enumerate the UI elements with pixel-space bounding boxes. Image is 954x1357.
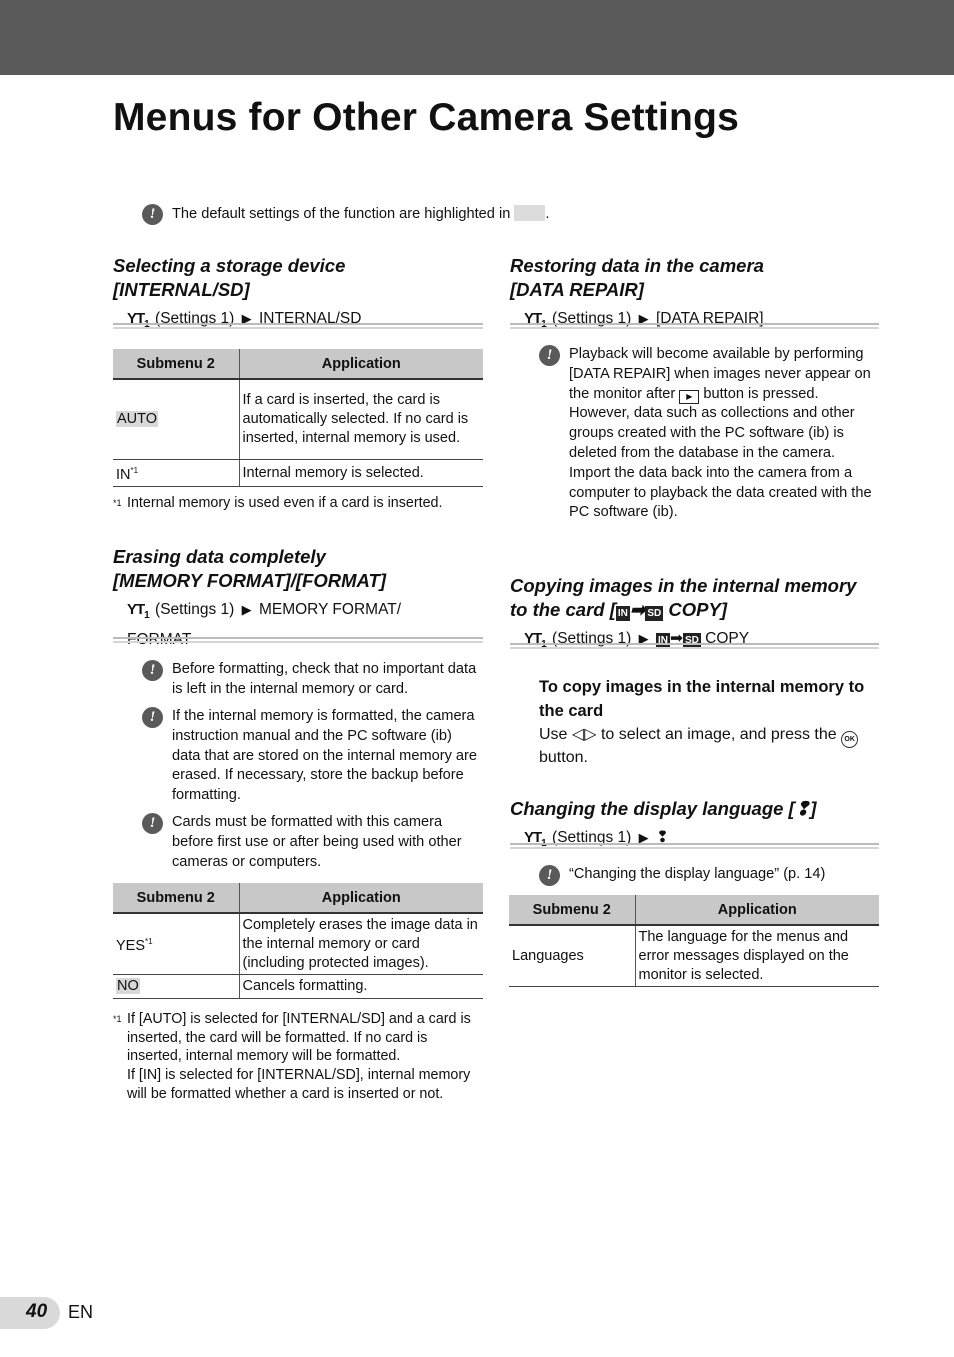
copy-instructions: Use ◁▷ to select an image, and press the OK button. [539, 725, 879, 769]
caution-icon: ! [142, 204, 163, 225]
page-language: EN [68, 1302, 94, 1322]
format-note-2: ! If the internal memory is formatted, the camera instruction manual and the PC software (ib) data that are stored on the internal memory are erased. If necessary, store the backup before formatting. [142, 707, 483, 806]
sd-card-icon: SD [647, 607, 662, 619]
path-divider [113, 637, 483, 643]
path-divider [510, 323, 879, 329]
path-divider [510, 643, 879, 649]
col-header-submenu: Submenu 2 [113, 883, 239, 913]
col-header-application: Application [239, 883, 483, 913]
language-icon: ❢ [794, 798, 811, 819]
language-note: ! “Changing the display language” (p. 14) [539, 865, 879, 886]
caution-icon: ! [142, 813, 163, 834]
ok-button-icon: OK [841, 731, 858, 748]
playback-button-icon: ▶ [679, 390, 699, 404]
table-row: NO Cancels formatting. [113, 975, 483, 999]
table-row: YES$^{*1}$ Completely erases the image data in the internal memory or card (including protected images). [113, 913, 483, 975]
page-title: Menus for Other Camera Settings [113, 96, 739, 139]
internal-memory-icon: IN [617, 607, 628, 619]
settings-icon: $YT_1$ [524, 310, 546, 330]
col-header-application: Application [239, 349, 483, 379]
caution-icon: ! [539, 865, 560, 886]
path-divider [510, 843, 879, 849]
default-settings-note: ! The default settings of the function are highlighted in . [142, 204, 549, 225]
language-icon: ❢ [655, 829, 669, 846]
settings-icon: $YT_1$ [127, 310, 149, 330]
storage-footnote: *1 Internal memory is used even if a card is inserted. [113, 495, 443, 511]
arrow-right-icon: ▶ [638, 311, 649, 326]
copy-arrow-icon: ➡ [669, 630, 683, 647]
storage-menu-path: $YT_1$ (Settings 1) ▶ INTERNAL/SD [127, 310, 362, 330]
format-table [113, 883, 483, 999]
format-note-1: ! Before formatting, check that no important data is left in the internal memory or card. [142, 660, 483, 700]
copy-heading: Copying images in the internal memory to the card [ IN ➡ SD COPY] [510, 575, 857, 620]
repair-heading: Restoring data in the camera [DATA REPAIR] [510, 255, 764, 300]
sd-card-icon: SD [684, 635, 699, 646]
caution-icon: ! [539, 345, 560, 366]
copy-menu-path: $YT_1$ (Settings 1) ▶ IN ➡ SD COPY [524, 630, 750, 650]
internal-memory-icon: IN [657, 635, 668, 646]
header-band [0, 0, 954, 75]
table-row: Languages The language for the menus and error messages displayed on the monitor is selected. [509, 925, 879, 987]
language-menu-path: $YT_1$ (Settings 1) ▶ ❢ [524, 829, 669, 849]
table-row: IN$^{*1}$ Internal memory is selected. [113, 459, 483, 487]
col-header-submenu: Submenu 2 [113, 349, 239, 379]
repair-note: ! Playback will become available by performing [DATA REPAIR] when images never appear on the monitor after ▶ button is pressed. However, data such as collections and other groups created with the PC software (ib) is deleted from the database in the camera. Import the data back into the camera from a computer to playback the data created with the PC software (ib). [539, 345, 879, 523]
format-footnote: *1 If [AUTO] is selected for [INTERNAL/SD] and a card is inserted, the card will be formatted. If no card is inserted, internal memory will be formatted. If [IN] is selected for [INTERNAL/SD], internal memory will be formatted whether a card is inserted or not. [113, 1011, 471, 1102]
highlight-sample [514, 205, 545, 221]
left-right-arrows-icon: ◁▷ [571, 726, 597, 743]
arrow-right-icon: ▶ [241, 311, 252, 326]
arrow-right-icon: ▶ [638, 631, 649, 646]
caution-icon: ! [142, 660, 163, 681]
copy-sub-heading: To copy images in the internal memory to the card [539, 678, 865, 720]
col-header-submenu: Submenu 2 [509, 895, 635, 925]
table-row: AUTO If a card is inserted, the card is automatically selected. If no card is inserted, internal memory is used. [113, 379, 483, 459]
settings-icon: $YT_1$ [127, 601, 149, 621]
settings-icon: $YT_1$ [524, 630, 546, 650]
col-header-application: Application [635, 895, 879, 925]
language-table [509, 895, 879, 987]
page-number: 40 [26, 1301, 48, 1322]
storage-table [113, 349, 483, 487]
format-heading: Erasing data completely [MEMORY FORMAT]/[FORMAT] [113, 546, 387, 591]
language-heading: Changing the display language [❢] [510, 798, 817, 819]
copy-arrow-icon: ➡ [629, 598, 646, 620]
storage-heading: Selecting a storage device [INTERNAL/SD] [113, 255, 346, 300]
path-divider [113, 323, 483, 329]
format-menu-path: $YT_1$ (Settings 1) ▶ MEMORY FORMAT/ FORMAT [127, 601, 402, 648]
settings-icon: $YT_1$ [524, 829, 546, 849]
format-note-3: ! Cards must be formatted with this camera before first use or after being used with other cameras or computers. [142, 813, 483, 872]
arrow-right-icon: ▶ [638, 830, 649, 845]
caution-icon: ! [142, 707, 163, 728]
arrow-right-icon: ▶ [241, 602, 252, 617]
repair-menu-path: $YT_1$ (Settings 1) ▶ [DATA REPAIR] [524, 310, 764, 330]
